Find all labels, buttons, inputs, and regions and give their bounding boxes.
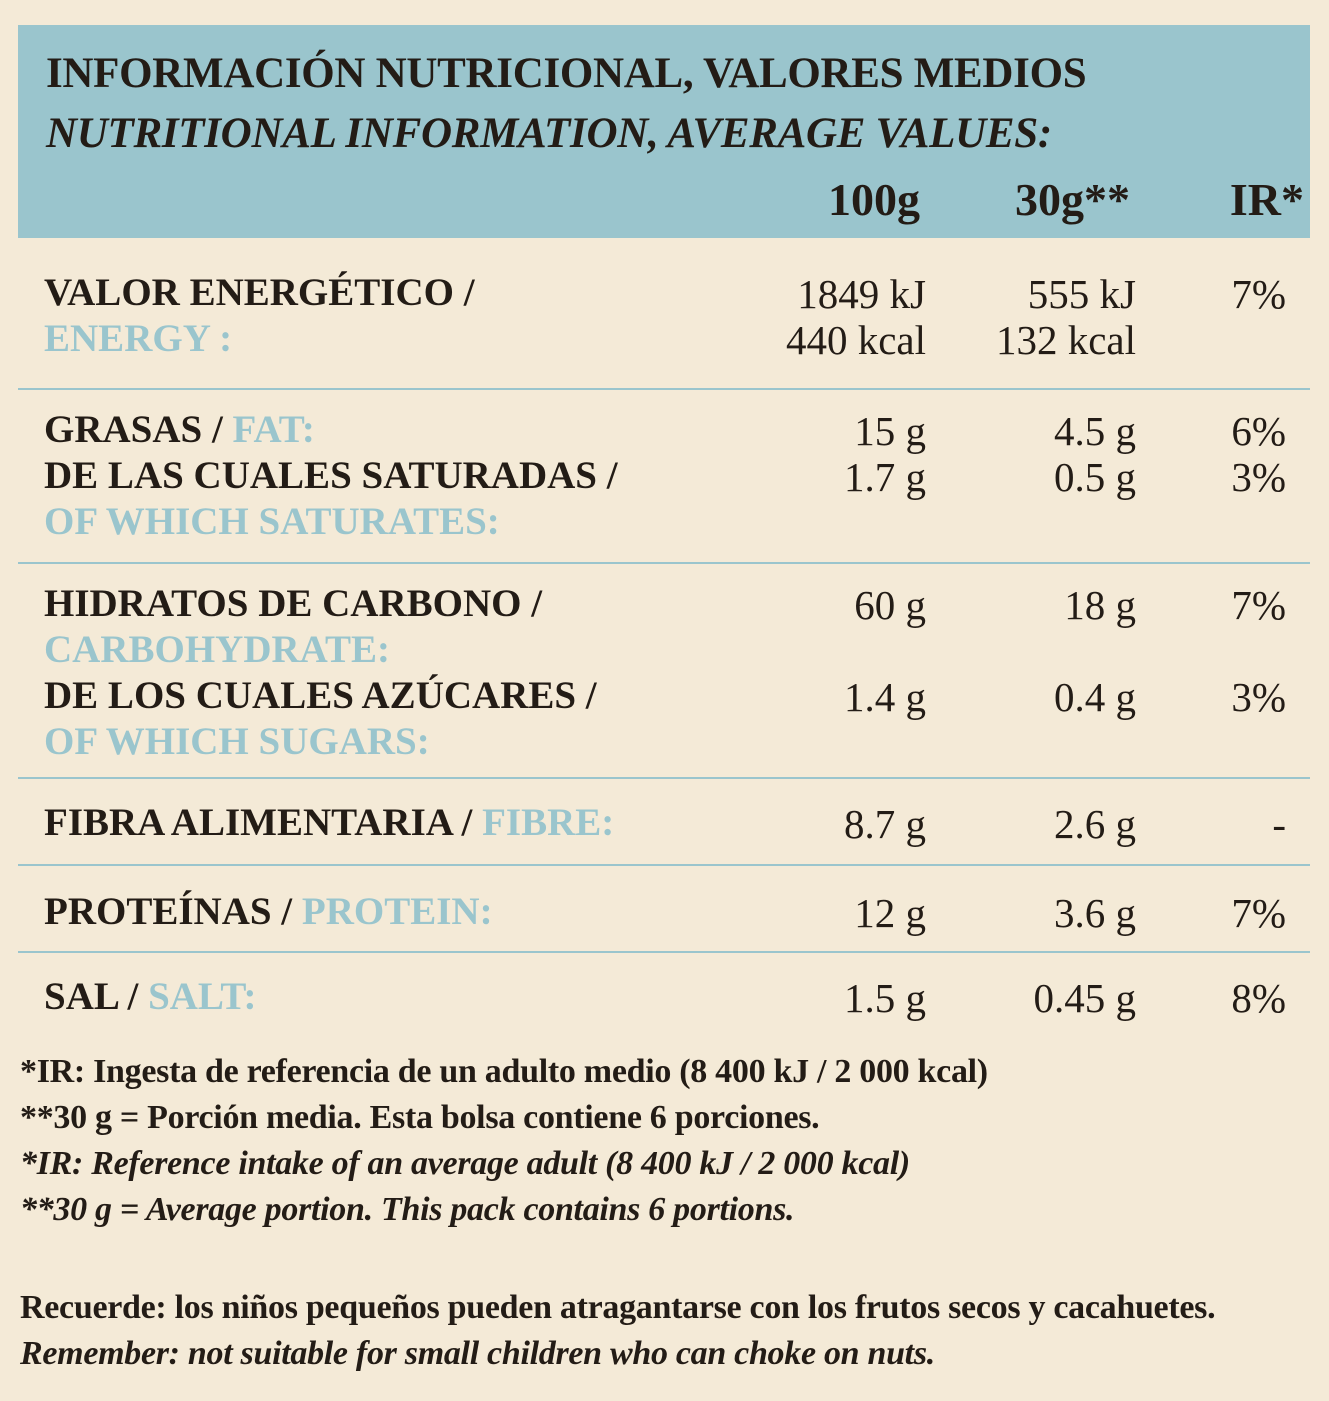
fibre-30g: 2.6 g [1054,801,1136,847]
fat-label-es: GRASAS / [44,408,223,451]
fat-ir: 6% [1231,408,1286,454]
divider [18,562,1310,564]
fibre-ir: - [1272,801,1286,847]
fibre-100g: 8.7 g [844,801,926,847]
carbs-30g: 18 g [1064,582,1136,628]
carbs-100g: 60 g [854,582,926,628]
fibre-label-en: FIBRE: [482,801,615,844]
divider [18,951,1310,953]
salt-30g: 0.45 g [1033,975,1136,1021]
fibre-label [44,800,614,845]
footnote-portion-en: **30 g = Average portion. This pack contains 6 portions. [20,1191,795,1228]
footnote-portion-es: **30 g = Porción media. Esta bolsa contiene 6 porciones. [20,1099,820,1136]
saturates-100g: 1.7 g [844,454,926,500]
carbs-ir: 7% [1231,582,1286,628]
fat-label-en: FAT: [232,408,315,451]
protein-label-en: PROTEIN: [301,890,493,933]
footnote-ir-es: *IR: Ingesta de referencia de un adulto medio (8 400 kJ / 2 000 kcal) [20,1053,988,1090]
warning-es: Recuerde: los niños pequeños pueden atragantarse con los frutos secos y cacahuetes. [20,1289,1216,1326]
salt-100g: 1.5 g [844,975,926,1021]
energy-label-en: ENERGY : [44,317,233,360]
divider [18,864,1310,866]
carbs-label-es: HIDRATOS DE CARBONO / [44,582,543,625]
divider [18,388,1310,390]
fat-label [44,407,315,452]
column-header-ir: IR* [1229,174,1304,225]
salt-label-es: SAL / [44,975,139,1018]
salt-label-en: SALT: [148,975,257,1018]
sugars-label-en: OF WHICH SUGARS: [44,720,430,763]
column-header-100g: 100g [828,174,920,225]
energy-30g-kj: 555 kJ [1027,271,1136,317]
protein-label [44,889,493,934]
fibre-row [18,800,1310,850]
warning-en: Remember: not suitable for small children who can choke on nuts. [20,1335,935,1372]
energy-30g-kcal: 132 kcal [995,317,1136,363]
column-header-30g: 30g** [1015,174,1130,225]
fat-30g: 4.5 g [1054,408,1136,454]
sugars-ir: 3% [1231,674,1286,720]
fat-row [18,407,1310,547]
nutrition-header [18,25,1310,238]
salt-label [44,974,256,1019]
energy-ir: 7% [1231,271,1286,317]
energy-label-es: VALOR ENERGÉTICO / [44,271,475,314]
sugars-label-es: DE LOS CUALES AZÚCARES / [44,674,597,717]
saturates-label-en: OF WHICH SATURATES: [44,500,500,543]
energy-row [18,270,1310,370]
sugars-30g: 0.4 g [1054,674,1136,720]
protein-30g: 3.6 g [1054,890,1136,936]
fat-100g: 15 g [854,408,926,454]
saturates-ir: 3% [1231,454,1286,500]
energy-100g-kcal: 440 kcal [785,317,926,363]
protein-row [18,889,1310,939]
saturates-30g: 0.5 g [1054,454,1136,500]
salt-ir: 8% [1231,975,1286,1021]
footnote-ir-en: *IR: Reference intake of an average adult (8 400 kJ / 2 000 kcal) [20,1145,910,1182]
energy-100g-kj: 1849 kJ [797,271,926,317]
saturates-label-es: DE LAS CUALES SATURADAS / [44,454,618,497]
protein-ir: 7% [1231,890,1286,936]
divider [18,777,1310,779]
protein-100g: 12 g [854,890,926,936]
sugars-100g: 1.4 g [844,674,926,720]
salt-row [18,974,1310,1024]
protein-label-es: PROTEÍNAS / [44,890,293,933]
title-english: NUTRITIONAL INFORMATION, AVERAGE VALUES: [46,110,1052,157]
carbs-label-en: CARBOHYDRATE: [44,628,390,671]
fibre-label-es: FIBRA ALIMENTARIA / [44,801,473,844]
carbohydrate-row [18,581,1310,763]
title-spanish: INFORMACIÓN NUTRICIONAL, VALORES MEDIOS [46,50,1087,97]
